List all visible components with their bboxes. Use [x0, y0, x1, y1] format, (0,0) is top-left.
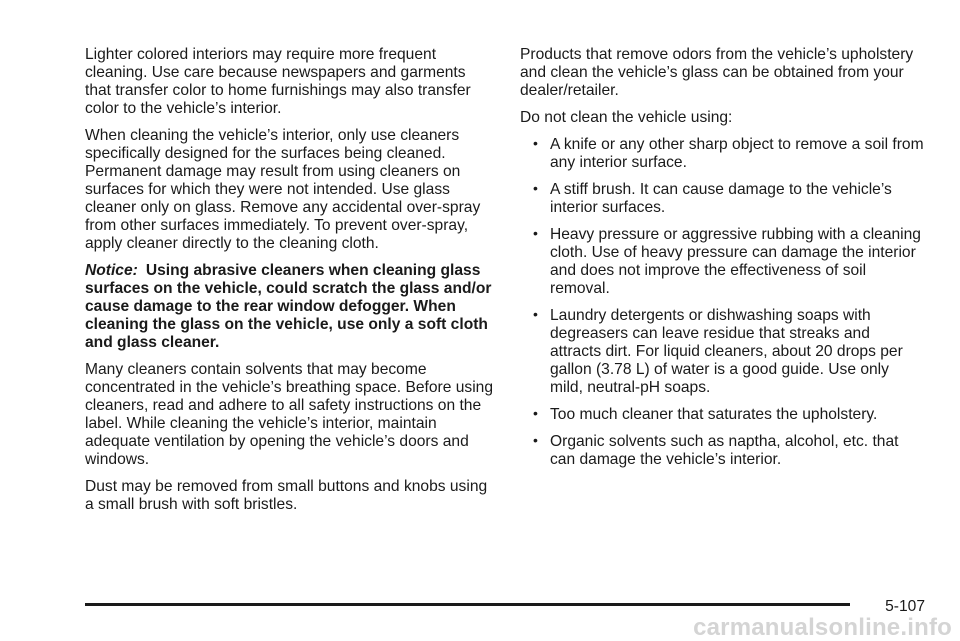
- bullet-icon: •: [533, 180, 538, 196]
- page-number: 5-107: [885, 598, 925, 615]
- footer-divider: [85, 603, 850, 606]
- list-item: [520, 433, 925, 469]
- bullet-icon: •: [533, 306, 538, 322]
- bullet-icon: •: [533, 135, 538, 151]
- list-item: [520, 307, 925, 397]
- list-item: [520, 226, 925, 298]
- paragraph-interior-cleaners: When cleaning the vehicle’s interior, only use cleaners specifically designed for the surfaces being cleaned. Permanent damage may result from using cleaners on surfaces for which they were not intended. Use glass cleaner only on glass. Remove any accidental over-spray from other surfaces immediately. To prevent over-spray, apply cleaner directly to the cleaning cloth.: [85, 127, 481, 252]
- left-column: [85, 46, 495, 523]
- notice-text: Using abrasive cleaners when cleaning glass surfaces on the vehicle, could scratch the glass and/or cause damage to the rear window defogger. When cleaning the glass on the vehicle, use only a soft cloth and glass cleaner.: [85, 262, 492, 351]
- bullet-icon: •: [533, 432, 538, 448]
- notice-label: Notice:: [85, 262, 138, 279]
- list-item: [520, 406, 925, 424]
- paragraph-products: Products that remove odors from the vehicle’s upholstery and clean the vehicle’s glass can be obtained from your dealer/retailer.: [520, 46, 914, 99]
- list-heading: Do not clean the vehicle using:: [520, 109, 733, 126]
- bullet-icon: •: [533, 225, 538, 241]
- paragraph-light-interiors: Lighter colored interiors may require more frequent cleaning. Use care because newspapers and garments that transfer color to home furnishings may also transfer color to the vehicle’s interior.: [85, 46, 471, 117]
- list-item-text: Heavy pressure or aggressive rubbing with a cleaning cloth. Use of heavy pressure can damage the interior and does not improve the effectiveness of soil removal.: [550, 226, 921, 297]
- do-not-clean-list: [520, 136, 925, 469]
- right-column: [520, 46, 925, 478]
- list-item: [520, 181, 925, 217]
- paragraph-dust: Dust may be removed from small buttons and knobs using a small brush with soft bristles.: [85, 478, 488, 513]
- list-item-text: A stiff brush. It can cause damage to the vehicle’s interior surfaces.: [550, 181, 892, 216]
- watermark: carmanualsonline.info: [693, 614, 952, 641]
- list-item-text: Too much cleaner that saturates the upholstery.: [550, 406, 878, 423]
- list-item-text: Organic solvents such as naptha, alcohol, etc. that can damage the vehicle’s interior.: [550, 433, 899, 468]
- list-item-text: Laundry detergents or dishwashing soaps with degreasers can leave residue that streaks and attracts dirt. For liquid cleaners, about 20 drops per gallon (3.78 L) of water is a good guide. Use only mild, neutral-pH soaps.: [550, 307, 903, 396]
- list-item: [520, 136, 925, 172]
- notice-block: [85, 262, 495, 352]
- list-item-text: A knife or any other sharp object to remove a soil from any interior surface.: [550, 136, 924, 171]
- paragraph-solvents: Many cleaners contain solvents that may become concentrated in the vehicle’s breathing space. Before using cleaners, read and adhere to all safety instructions on the label. While cleaning the vehicle’s interior, maintain adequate ventilation by opening the vehicle’s doors and windows.: [85, 361, 494, 468]
- bullet-icon: •: [533, 405, 538, 421]
